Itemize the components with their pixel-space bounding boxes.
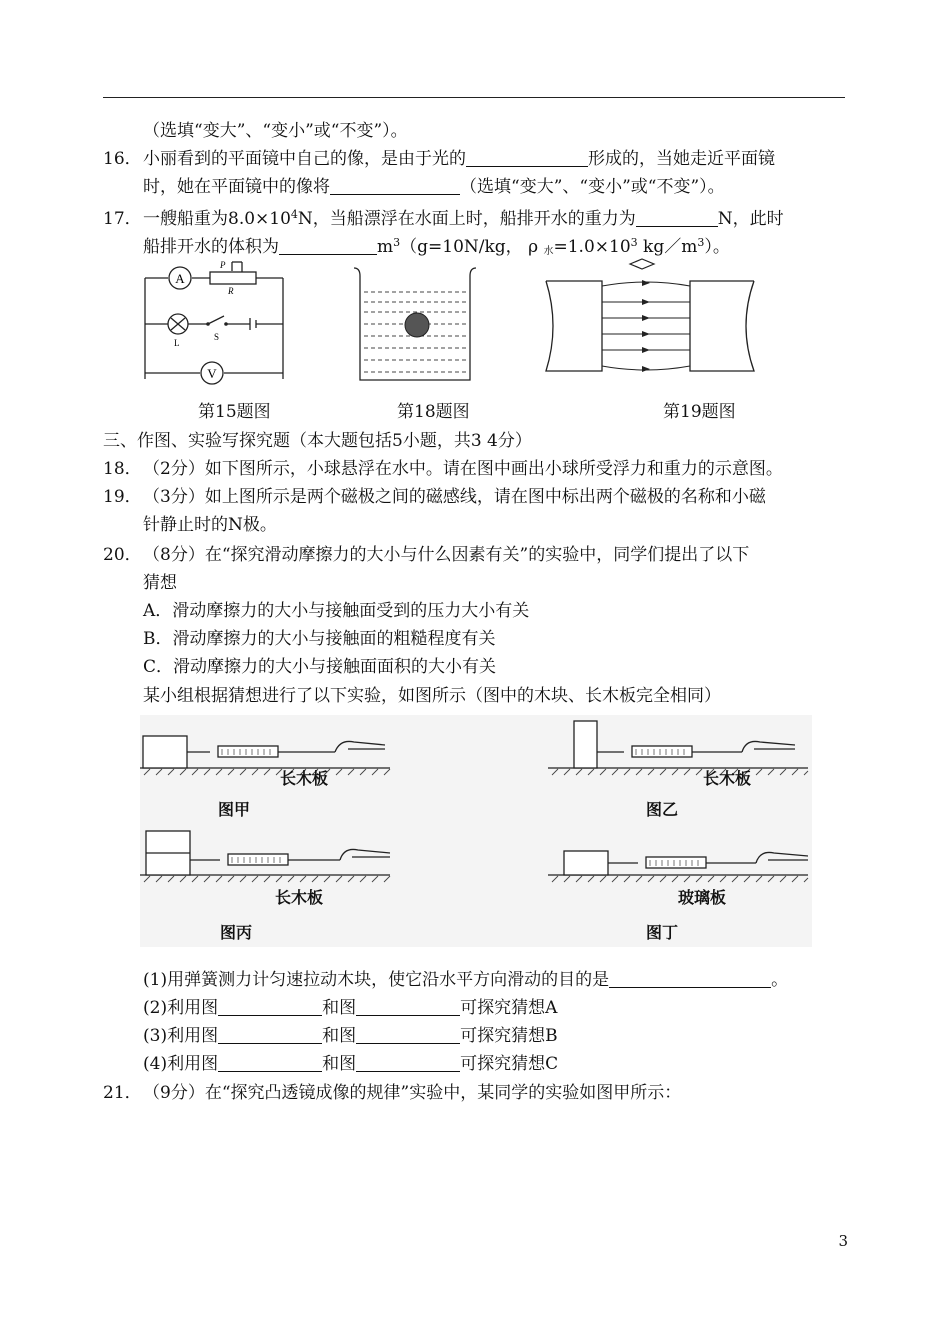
q20-sub1 xyxy=(143,968,788,992)
q20-sub3-and: 和图 xyxy=(322,1026,357,1046)
section3-heading: 三、作图、实验写探究题（本大题包括5小题，共3 4分） xyxy=(103,431,532,451)
resistor-label: R xyxy=(228,286,234,296)
q20-option-a: A．滑动摩擦力的大小与接触面受到的压力大小有关 xyxy=(143,601,530,621)
q17-rho-sub: 水 xyxy=(543,246,554,257)
label-board-jia: 长木板 xyxy=(280,769,329,788)
header-rule xyxy=(103,97,845,98)
q19-text1: （3分）如上图所示是两个磁极之间的磁感线，请在图中标出两个磁极的名称和小磁 xyxy=(143,487,766,507)
q20-sub2-text: (2)利用图 xyxy=(143,998,219,1018)
q17-text-g: =1.0×10 xyxy=(553,237,631,257)
q17-exp: 4 xyxy=(290,208,298,221)
q17-text-h: kg／m xyxy=(637,237,698,257)
magnetic-field-diagram xyxy=(542,256,758,386)
q17-text-f: （g=10N/kg， ρ xyxy=(400,237,544,257)
label-board-bing: 长木板 xyxy=(275,888,324,907)
q20-line2: 猜想 xyxy=(143,573,177,593)
q20-sub3 xyxy=(143,1024,558,1048)
lamp-label: L xyxy=(174,338,180,348)
circuit-diagram xyxy=(140,256,290,386)
q17-number: 17． xyxy=(103,209,142,229)
q19-line1 xyxy=(103,485,766,509)
q17-unit-exp: 3 xyxy=(393,236,401,249)
label-fig-jia: 图甲 xyxy=(218,800,251,819)
label-board-yi: 长木板 xyxy=(703,769,752,788)
beaker-diagram xyxy=(350,262,480,390)
q16-line2 xyxy=(143,175,725,199)
q17-text-a: 一艘船重为8.0×10 xyxy=(143,209,291,229)
q20-sub4-text: (4)利用图 xyxy=(143,1054,219,1074)
q20-sub4 xyxy=(143,1052,558,1076)
q20-sub1-end: 。 xyxy=(771,970,789,990)
q17-exp2: 3 xyxy=(630,236,638,249)
q17-blank1[interactable] xyxy=(636,208,718,227)
q17-line1 xyxy=(103,203,784,231)
slider-label: P xyxy=(220,260,226,270)
q16-blank2[interactable] xyxy=(330,176,460,195)
friction-experiment-figure xyxy=(140,715,812,947)
q20-number: 20． xyxy=(103,545,142,565)
switch-label: S xyxy=(214,332,220,342)
q20-sub4-blank2[interactable] xyxy=(356,1053,460,1072)
label-fig-bing: 图丙 xyxy=(220,923,253,942)
q18-number: 18． xyxy=(103,459,142,479)
q21-text: （9分）在“探究凸透镜成像的规律”实验中，某同学的实验如图甲所示： xyxy=(143,1083,682,1103)
q20-line3: 某小组根据猜想进行了以下实验，如图所示（图中的木块、长木板完全相同） xyxy=(143,686,721,706)
q17-text-i: ）。 xyxy=(704,237,730,257)
q16-blank1[interactable] xyxy=(466,148,588,167)
q19-number: 19． xyxy=(103,487,142,507)
q17-exp3: 3 xyxy=(697,236,705,249)
q20-sub3-text: (3)利用图 xyxy=(143,1026,219,1046)
floating-ball xyxy=(405,313,429,337)
q20-sub2-end: 可探究猜想A xyxy=(460,998,558,1018)
voltmeter-label: V xyxy=(207,366,217,381)
page-number: 3 xyxy=(838,1232,848,1250)
compass-needle xyxy=(630,259,654,269)
q16-text-b: 形成的，当她走近平面镜 xyxy=(588,149,775,169)
q20-sub3-end: 可探究猜想B xyxy=(460,1026,558,1046)
q20-sub1-text: (1)用弹簧测力计匀速拉动木块，使它沿水平方向滑动的目的是 xyxy=(143,970,610,990)
q20-sub3-blank2[interactable] xyxy=(356,1025,460,1044)
q20-option-c: C．滑动摩擦力的大小与接触面面积的大小有关 xyxy=(143,657,497,677)
q20-sub3-blank1[interactable] xyxy=(218,1025,322,1044)
label-board-ding: 玻璃板 xyxy=(678,888,727,907)
q20-option-b: B．滑动摩擦力的大小与接触面的粗糙程度有关 xyxy=(143,629,496,649)
caption-fig19: 第19题图 xyxy=(663,402,736,422)
q16-text-d: （选填“变大”、“变小”或“不变”）。 xyxy=(460,177,725,197)
q17-unit-m: m xyxy=(377,237,394,257)
label-fig-yi: 图乙 xyxy=(646,800,679,819)
q20-sub2-blank1[interactable] xyxy=(218,997,322,1016)
q17-text-c: N，此时 xyxy=(717,209,784,229)
ammeter-label: A xyxy=(175,271,185,286)
caption-fig15: 第15题图 xyxy=(198,402,271,422)
q20-sub4-blank1[interactable] xyxy=(218,1053,322,1072)
q16-number: 16． xyxy=(103,149,142,169)
q21-line xyxy=(103,1081,681,1105)
q17-text-d: 船排开水的体积为 xyxy=(143,237,279,257)
q16-text-a: 小丽看到的平面镜中自己的像，是由于光的 xyxy=(143,149,466,169)
q20-sub2-blank2[interactable] xyxy=(356,997,460,1016)
q20-line1 xyxy=(103,543,749,567)
q20-sub2-and: 和图 xyxy=(322,998,357,1018)
q18-line xyxy=(103,457,783,481)
q20-sub4-end: 可探究猜想C xyxy=(460,1054,559,1074)
q15-tail: （选填“变大”、“变小”或“不变”）。 xyxy=(143,121,408,141)
q17-blank2[interactable] xyxy=(279,236,377,255)
q20-text1: （8分）在“探究滑动摩擦力的大小与什么因素有关”的实验中，同学们提出了以下 xyxy=(143,545,750,565)
q16-text-c: 时，她在平面镜中的像将 xyxy=(143,177,330,197)
q18-text: （2分）如下图所示，小球悬浮在水中。请在图中画出小球所受浮力和重力的示意图。 xyxy=(143,459,783,479)
q17-text-b: N，当船漂浮在水面上时，船排开水的重力为 xyxy=(297,209,636,229)
label-fig-ding: 图丁 xyxy=(646,923,679,942)
q20-sub1-blank[interactable] xyxy=(609,969,771,988)
q19-line2: 针静止时的N极。 xyxy=(143,515,277,535)
caption-fig18: 第18题图 xyxy=(397,402,470,422)
q20-sub2 xyxy=(143,996,557,1020)
q20-sub4-and: 和图 xyxy=(322,1054,357,1074)
q16-line1 xyxy=(103,147,775,171)
q21-number: 21． xyxy=(103,1083,142,1103)
